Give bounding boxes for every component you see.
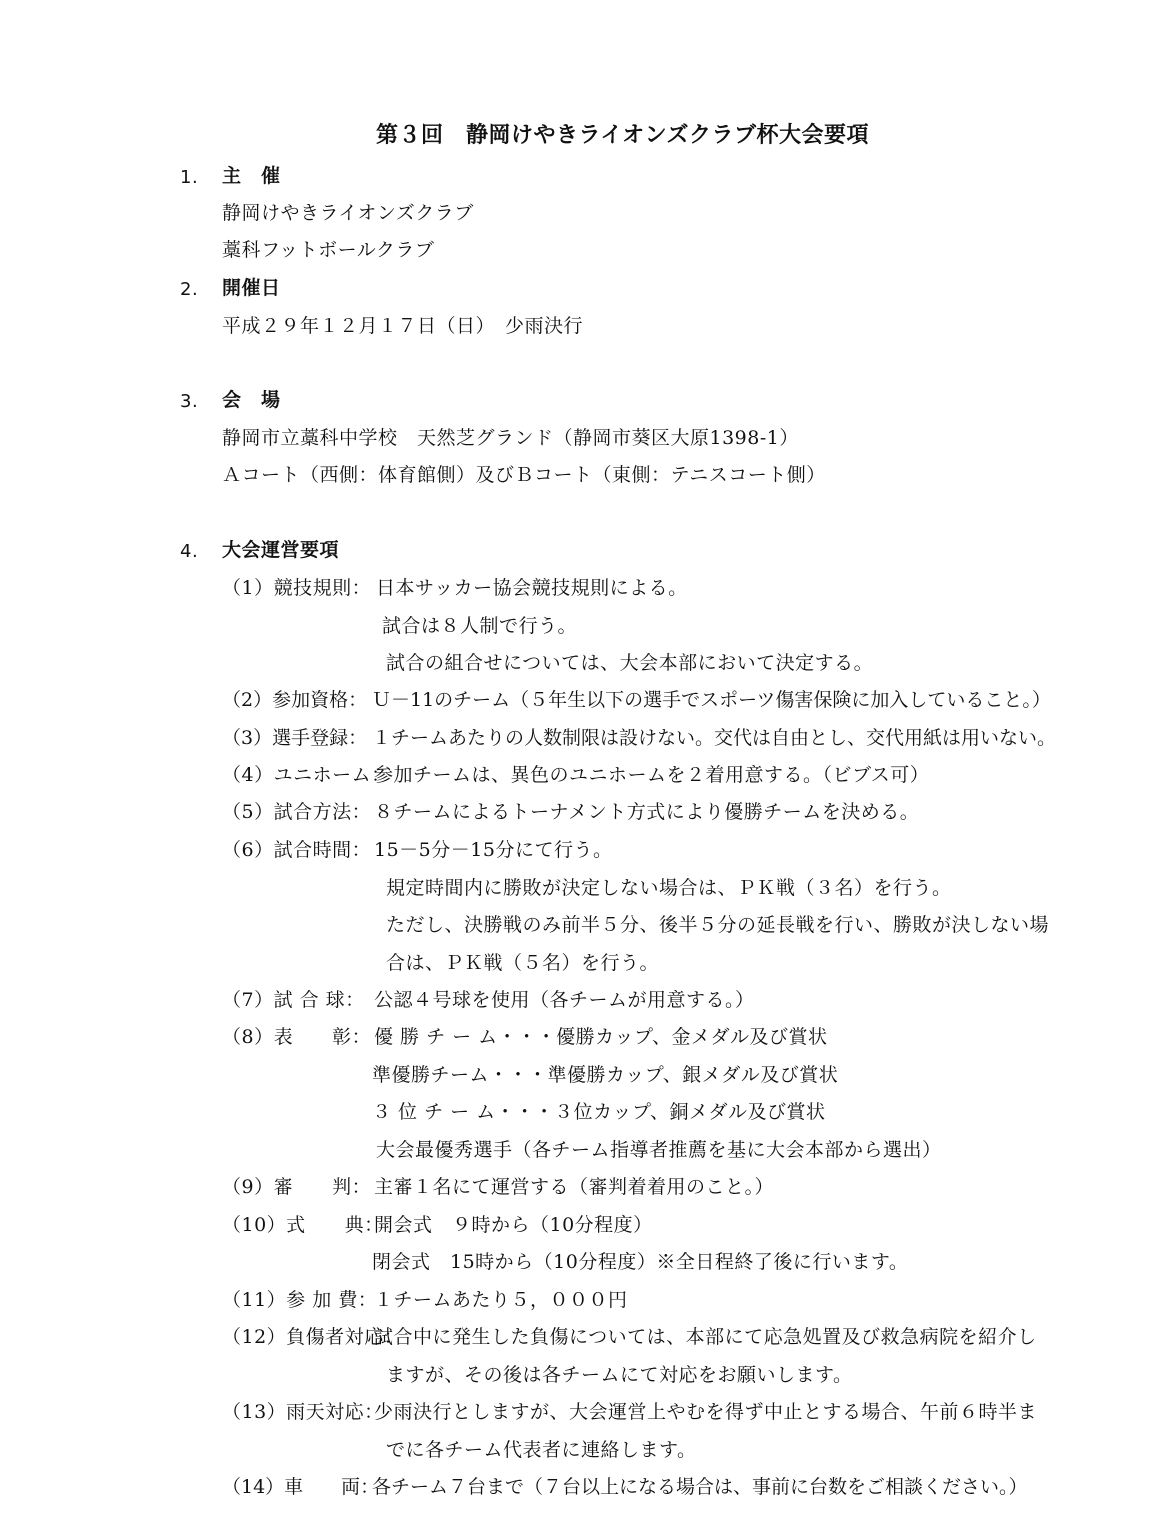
- rule-text: 少雨決行としますが、大会運営上やむを得ず中止とする場合、午前６時半ま: [374, 1401, 1038, 1423]
- section-number: 1.: [180, 167, 199, 188]
- rule-text: 合は、ＰＫ戦（５名）を行う。: [386, 952, 660, 974]
- rule-label: （8）表 彰：: [222, 1026, 372, 1048]
- rule-text: 準優勝チーム・・・準優勝カップ、銀メダル及び賞状: [372, 1064, 839, 1086]
- rule-text: ３ 位 チ ー ム・・・３位カップ、銅メダル及び賞状: [372, 1101, 826, 1123]
- rule-text: 参加チームは、異色のユニホームを２着用意する。（ビブス可）: [374, 764, 930, 786]
- section-heading: 主 催: [222, 165, 281, 187]
- rule-label: （12）負傷者対応：: [222, 1326, 404, 1348]
- rule-label: （3）選手登録：: [222, 727, 368, 749]
- rule-text: ただし、決勝戦のみ前半５分、後半５分の延長戦を行い、勝敗が決しない場: [386, 914, 1050, 936]
- rule-label: （11）参 加 費：: [222, 1289, 378, 1311]
- section-number: 2.: [180, 279, 199, 300]
- rule-text: 試合中に発生した負傷については、本部にて応急処置及び救急病院を紹介し: [374, 1326, 1037, 1348]
- section-line: 藁科フットボールクラブ: [222, 239, 435, 261]
- rule-text: 各チーム７台まで（７台以上になる場合は、事前に台数をご相談ください。）: [372, 1476, 1028, 1498]
- rule-label: （5）試合方法：: [222, 801, 372, 823]
- rule-label: （9）審 判：: [222, 1176, 372, 1198]
- rule-text: 閉会式 15時から（10分程度）※全日程終了後に行います。: [372, 1251, 909, 1273]
- rule-text: でに各チーム代表者に連絡します。: [386, 1439, 697, 1461]
- rule-label: （6）試合時間：: [222, 839, 372, 861]
- section-number: 3.: [180, 391, 199, 412]
- rule-text: ８チームによるトーナメント方式により優勝チームを決める。: [374, 801, 920, 823]
- rule-text: 主審１名にて運営する（審判着着用のこと。）: [374, 1176, 775, 1198]
- rule-text: ますが、その後は各チームにて対応をお願いします。: [386, 1364, 853, 1386]
- rule-label: （7）試 合 球：: [222, 989, 365, 1011]
- section-heading: 大会運営要項: [222, 539, 340, 561]
- rule-label: （1）競技規則：: [222, 577, 372, 599]
- rule-label: （14）車 両：: [222, 1476, 380, 1498]
- document-title: 第３回 静岡けやきライオンズクラブ杯大会要項: [376, 123, 870, 148]
- rule-label: （10）式 典：: [222, 1214, 384, 1236]
- rule-text: 15－5分－15分にて行う。: [374, 839, 613, 861]
- section-line: Ａコート（西側：体育館側）及びＢコート（東側：テニスコート側）: [222, 464, 826, 486]
- rule-text: 試合は８人制で行う。: [382, 615, 578, 637]
- rule-label: （13）雨天対応：: [222, 1401, 384, 1423]
- rule-text: １チームあたり５，０００円: [374, 1289, 628, 1311]
- section-heading: 会 場: [222, 389, 281, 411]
- section-line: 平成２９年１２月１７日（日） 少雨決行: [222, 315, 584, 337]
- rule-text: 公認４号球を使用（各チームが用意する。）: [374, 989, 755, 1011]
- rule-text: 試合の組合せについては、大会本部において決定する。: [386, 652, 874, 674]
- rule-text: 規定時間内に勝敗が決定しない場合は、ＰＫ戦（３名）を行う。: [386, 877, 952, 899]
- rule-label: （2）参加資格：: [222, 689, 368, 711]
- rule-text: Ｕ－11のチーム（５年生以下の選手でスポーツ傷害保険に加入していること。）: [372, 689, 1051, 711]
- rule-text: 開会式 ９時から（10分程度）: [374, 1214, 653, 1236]
- rule-text: １チームあたりの人数制限は設けない。交代は自由とし、交代用紙は用いない。: [372, 727, 1057, 749]
- section-heading: 開催日: [222, 277, 281, 299]
- rule-text: 日本サッカー協会競技規則による。: [376, 577, 688, 599]
- rule-text: 優 勝 チ ー ム・・・優勝カップ、金メダル及び賞状: [374, 1026, 828, 1048]
- rule-text: 大会最優秀選手（各チーム指導者推薦を基に大会本部から選出）: [376, 1139, 942, 1161]
- section-line: 静岡けやきライオンズクラブ: [222, 202, 474, 224]
- section-line: 静岡市立藁科中学校 天然芝グランド（静岡市葵区大原1398-1）: [222, 427, 799, 449]
- section-number: 4.: [180, 541, 199, 562]
- rule-label: （4）ユニホーム：: [222, 764, 391, 786]
